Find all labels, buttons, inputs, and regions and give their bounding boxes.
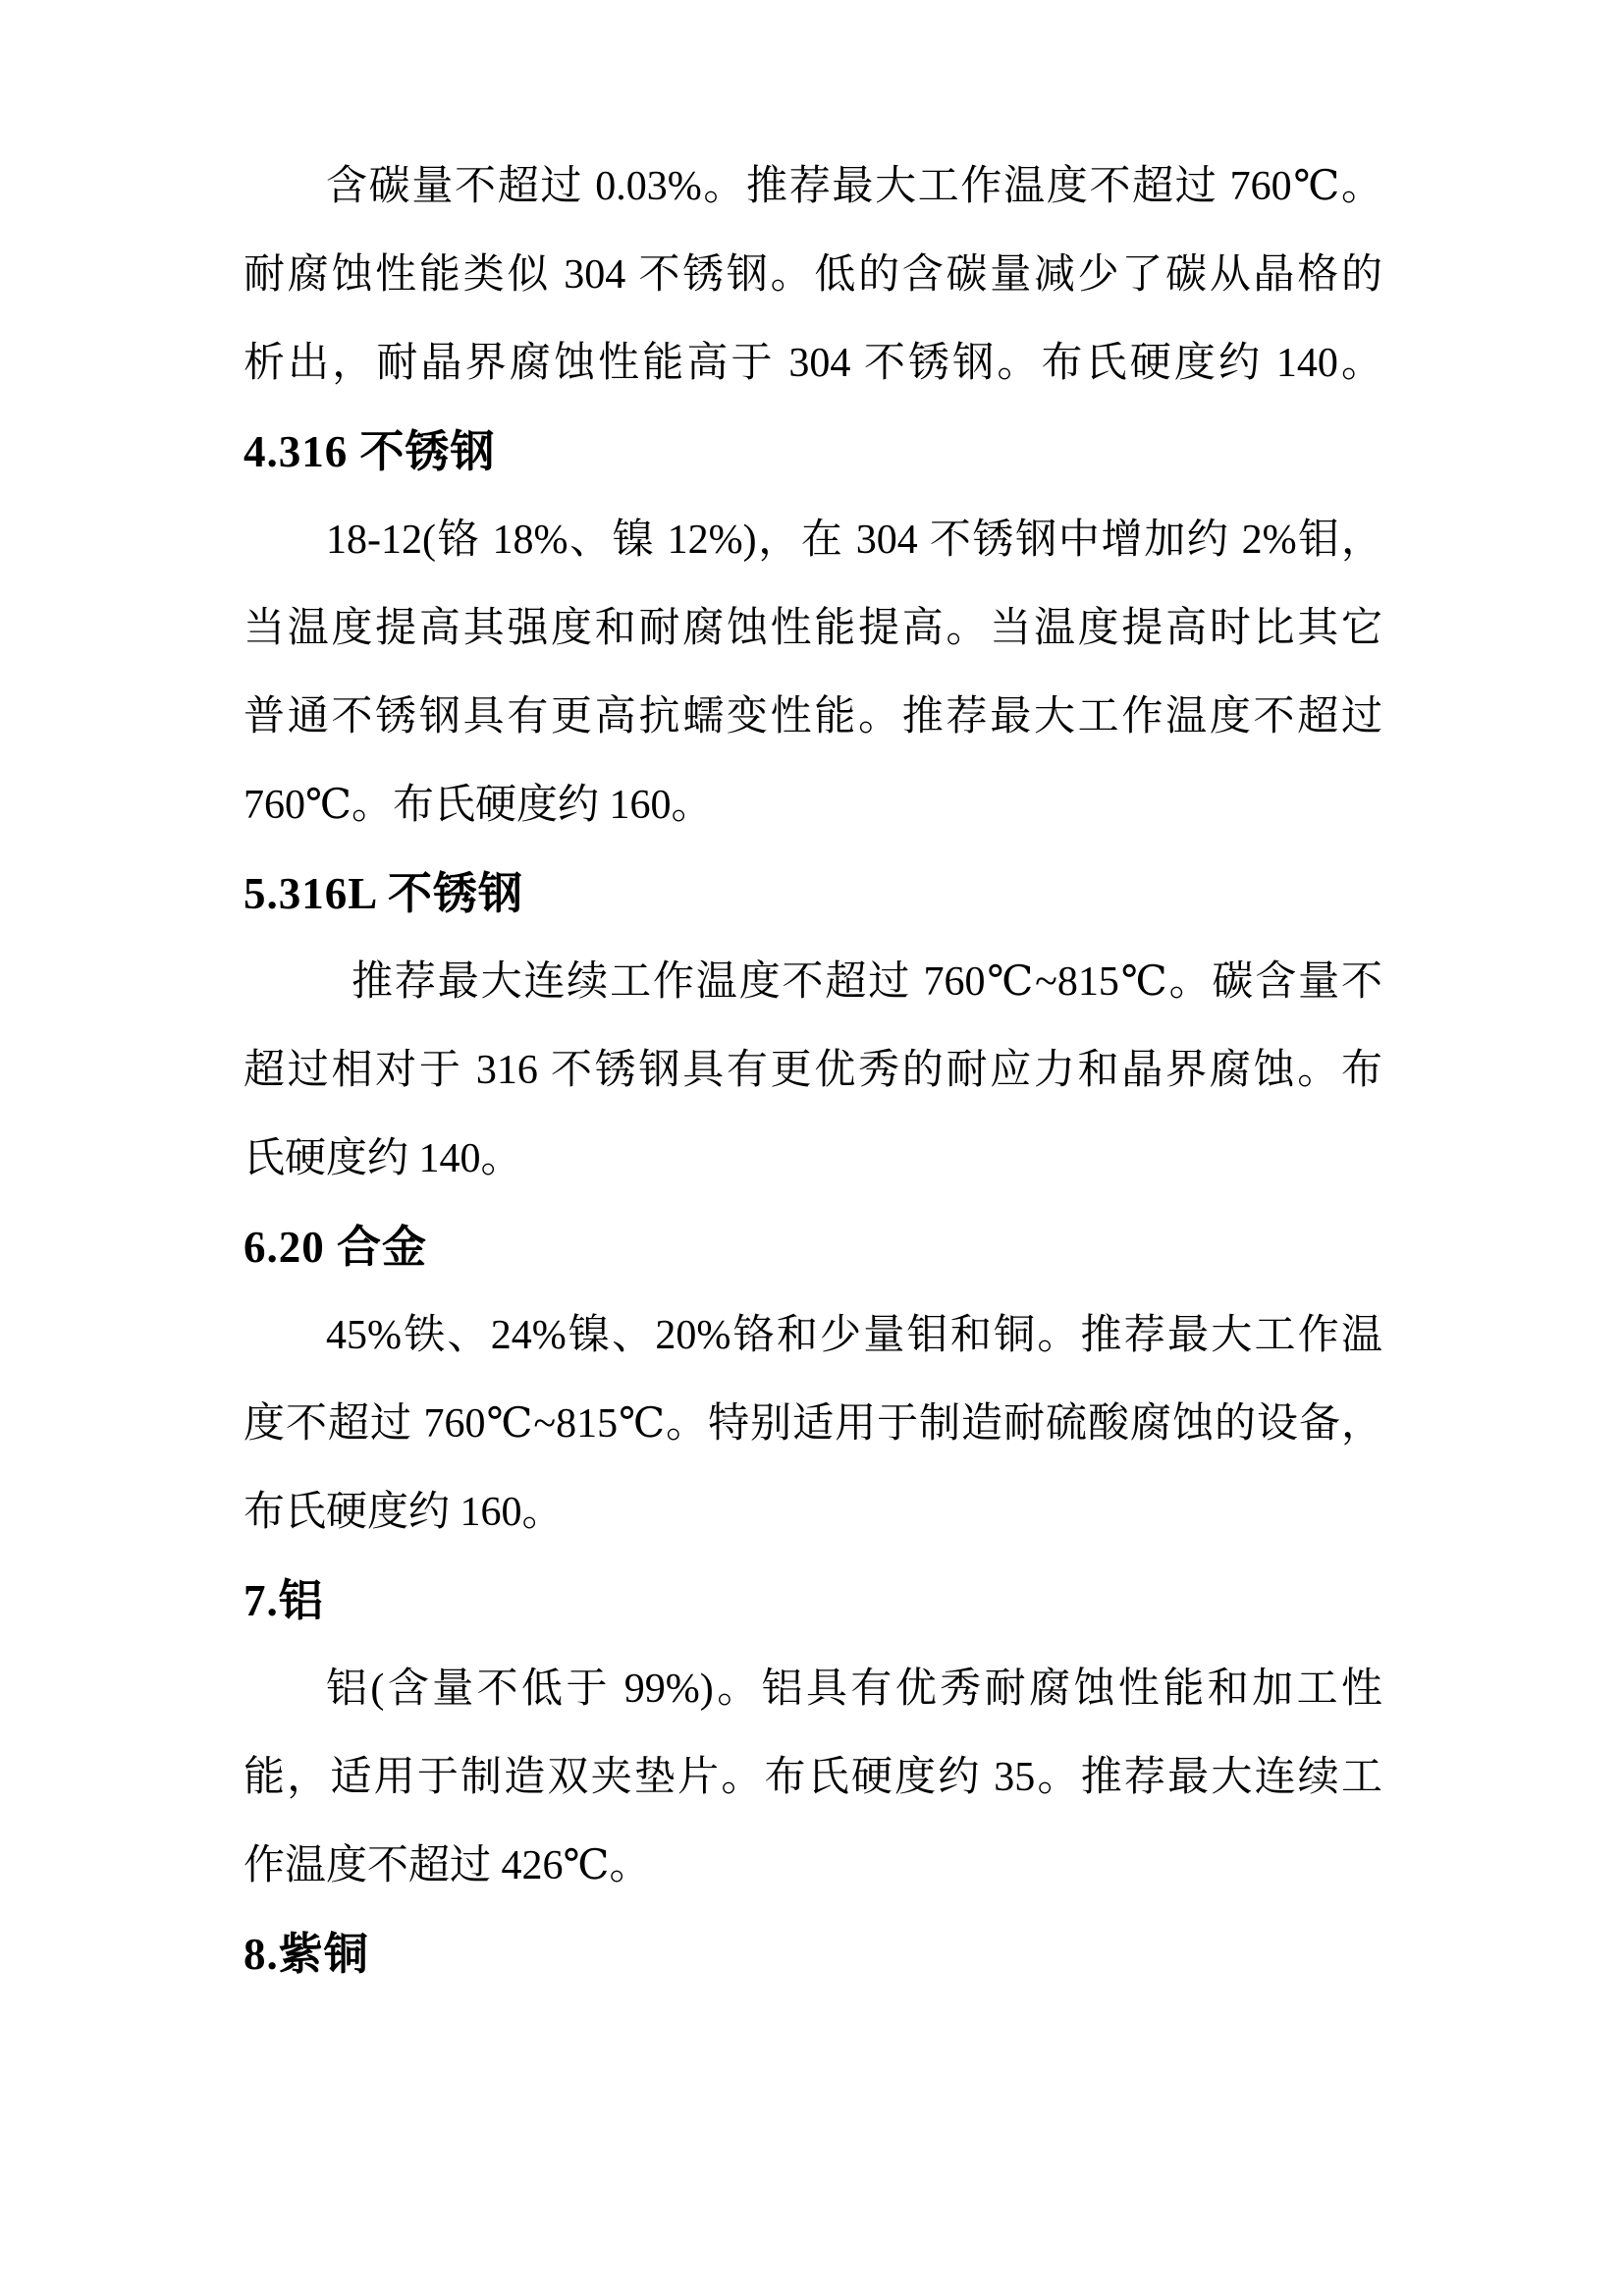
section-heading-line: 8.紫铜 bbox=[243, 1930, 369, 1979]
body-text-line: 18-12(铬 18%、镍 12%)，在 304 不锈钢中增加约 2%钼， bbox=[326, 518, 1382, 563]
section-heading-line: 7.铝 bbox=[243, 1576, 324, 1625]
body-text-line: 铝(含量不低于 99%)。铝具有优秀耐腐蚀性能和加工性 bbox=[326, 1667, 1382, 1712]
body-text-line: 当温度提高其强度和耐腐蚀性能提高。当温度提高时比其它 bbox=[243, 606, 1382, 651]
document-text-block bbox=[243, 142, 1382, 1998]
body-text-line: 45%铁、24%镍、20%铬和少量钼和铜。推荐最大工作温 bbox=[326, 1313, 1382, 1358]
section-heading-line: 5.316L 不锈钢 bbox=[243, 869, 524, 918]
body-text-line: 推荐最大连续工作温度不超过 760℃~815℃。碳含量不 bbox=[352, 959, 1382, 1005]
body-text-line: 含碳量不超过 0.03%。推荐最大工作温度不超过 760℃。 bbox=[326, 164, 1382, 209]
section-heading-line: 6.20 合金 bbox=[243, 1223, 428, 1272]
body-text-line: 度不超过 760℃~815℃。特别适用于制造耐硫酸腐蚀的设备， bbox=[243, 1401, 1382, 1447]
body-text-line: 超过相对于 316 不锈钢具有更优秀的耐应力和晶界腐蚀。布 bbox=[243, 1048, 1382, 1093]
body-text-line: 作温度不超过 426℃。 bbox=[243, 1843, 651, 1888]
section-heading-line: 4.316 不锈钢 bbox=[243, 427, 496, 476]
body-text-line: 布氏硬度约 160。 bbox=[243, 1490, 564, 1535]
body-text-line: 析出，耐晶界腐蚀性能高于 304 不锈钢。布氏硬度约 140。 bbox=[243, 341, 1382, 386]
body-text-line: 760℃。布氏硬度约 160。 bbox=[243, 783, 713, 828]
body-text-line: 氏硬度约 140。 bbox=[243, 1136, 522, 1181]
body-text-line: 能，适用于制造双夹垫片。布氏硬度约 35。推荐最大连续工 bbox=[243, 1755, 1382, 1800]
body-text-line: 普通不锈钢具有更高抗蠕变性能。推荐最大工作温度不超过 bbox=[243, 694, 1382, 739]
body-text-line: 耐腐蚀性能类似 304 不锈钢。低的含碳量减少了碳从晶格的 bbox=[243, 252, 1382, 298]
